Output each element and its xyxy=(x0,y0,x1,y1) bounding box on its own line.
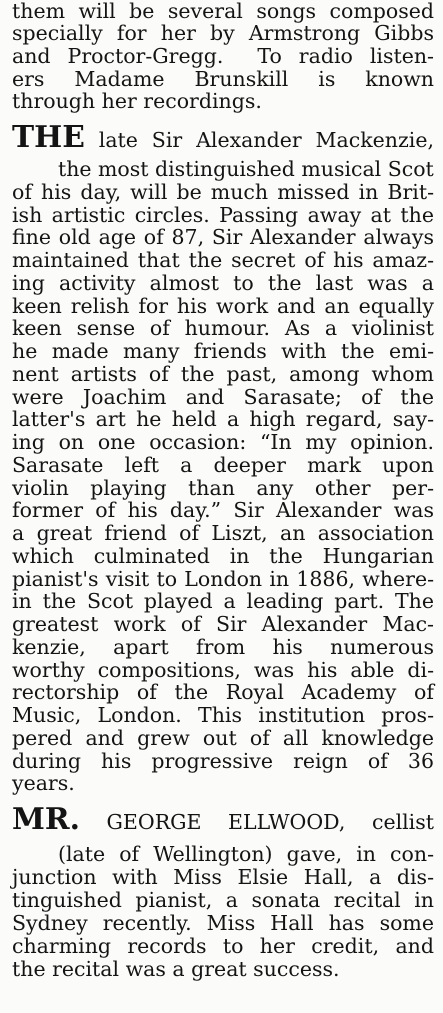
para2-line: the most distinguished musical Scot xyxy=(58,157,434,181)
para3-line: Sydney recently. Miss Hall has some xyxy=(12,911,434,935)
para2-line: rectorship of the Royal Academy of xyxy=(12,680,434,704)
para2-line: ing on one occasion: “In my opinion. xyxy=(12,430,434,454)
para1-line: specially for her by Armstrong Gibbs xyxy=(12,21,434,45)
para2-line: during his progressive reign of 36 xyxy=(12,749,434,773)
para2-line: maintained that the secret of his amaz- xyxy=(12,248,434,272)
para2-line: keen sense of humour. As a violinist xyxy=(12,316,434,340)
para2-line: pianist's visit to London in 1886, where- xyxy=(12,567,434,591)
para2-line: former of his day.” Sir Alexander was xyxy=(12,498,434,522)
para2-line: in the Scot played a leading part. The xyxy=(12,589,434,613)
para2-line: fine old age of 87, Sir Alexander always xyxy=(12,225,434,249)
para3-line: (late of Wellington) gave, in con- xyxy=(58,842,434,866)
para3-line: tinguished pianist, a sonata recital in xyxy=(12,888,434,912)
para2-line: ing activity almost to the last was a xyxy=(12,271,434,295)
para2-line: pered and grew out of all knowledge xyxy=(12,726,434,750)
para2-line: latter's art he held a high regard, say- xyxy=(12,407,434,431)
para2-line: ish artistic circles. Passing away at the xyxy=(12,203,434,227)
para1-line: and Proctor-Gregg. To radio listen- xyxy=(12,44,434,68)
line-remainder: GEORGE ELLWOOD, cellist xyxy=(79,810,434,834)
para2-line: Music, London. This institution pros- xyxy=(12,703,434,727)
para3-line: charming records to her credit, and xyxy=(12,934,434,958)
para2-line: were Joachim and Sarasate; of the xyxy=(12,385,434,409)
para2-line: of his day, will be much missed in Brit- xyxy=(12,180,434,204)
para1-line: them will be several songs composed xyxy=(12,0,434,23)
para2-line: kenzie, apart from his numerous xyxy=(12,635,434,659)
para2-line: nent artists of the past, among whom xyxy=(12,362,434,386)
para2-line: which culminated in the Hungarian xyxy=(12,544,434,568)
para3-line xyxy=(12,802,434,837)
para3-line: junction with Miss Elsie Hall, a dis- xyxy=(12,865,434,889)
para2-line xyxy=(12,120,434,155)
para2-line: keen relish for his work and an equally xyxy=(12,294,434,318)
para2-line: a great friend of Liszt, an association xyxy=(12,521,434,545)
line-remainder: late Sir Alexander Mackenzie, xyxy=(84,128,434,152)
para2-line: greatest work of Sir Alexander Mac- xyxy=(12,612,434,636)
para2-line: Sarasate left a deeper mark upon xyxy=(12,453,434,477)
para2-line: he made many friends with the emi- xyxy=(12,339,434,363)
para1-line: through her recordings. xyxy=(12,89,262,113)
drop-cap: THE xyxy=(12,120,85,155)
para2-line: violin playing than any other per- xyxy=(12,476,434,500)
para2-line: worthy compositions, was his able di- xyxy=(12,658,434,682)
para2-line: years. xyxy=(12,771,75,795)
para1-line: ers Madame Brunskill is known xyxy=(12,67,434,91)
para3-line: the recital was a great success. xyxy=(12,957,340,981)
drop-cap: MR. xyxy=(12,802,80,837)
